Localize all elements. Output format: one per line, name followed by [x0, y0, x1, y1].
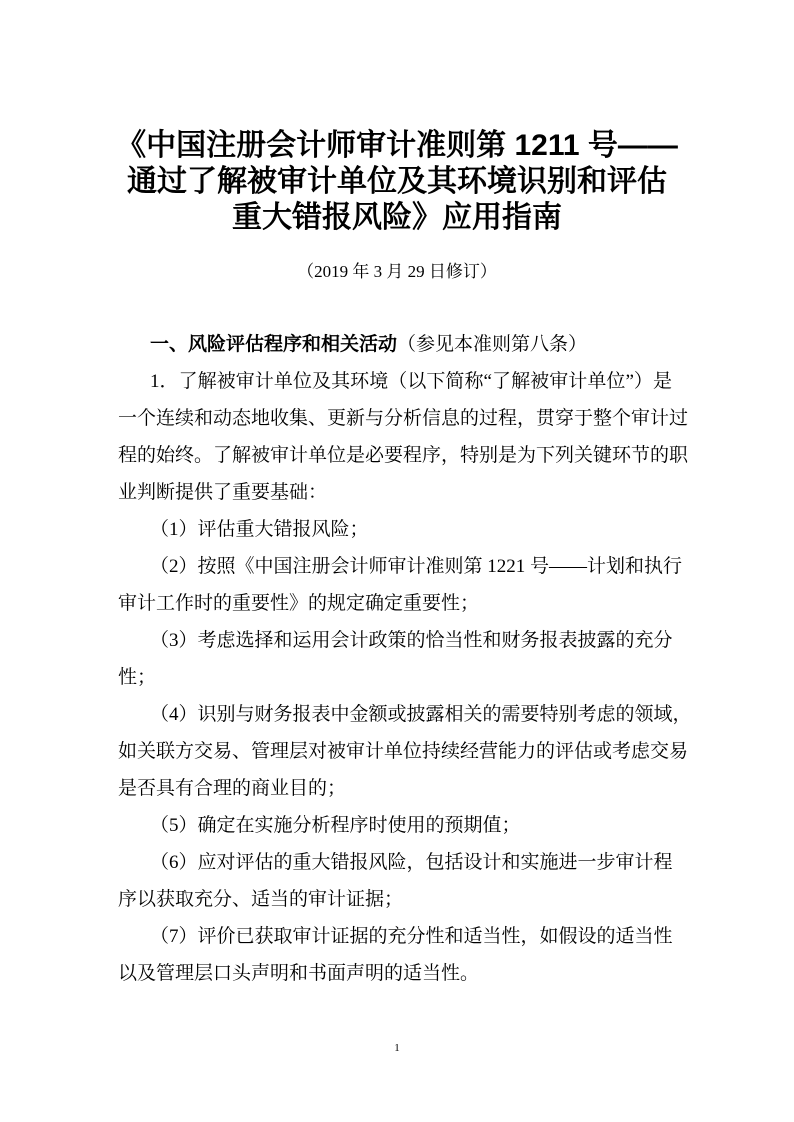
paragraph-line: （2）按照《中国注册会计师审计准则第 1221 号——计划和执行 [150, 556, 683, 577]
paragraph [118, 918, 672, 992]
paragraph-line: （4）识别与财务报表中金额或披露相关的需要特别考虑的领域， [150, 704, 692, 725]
document-title [0, 128, 794, 236]
title-line: 通过了解被审计单位及其环境识别和评估 [127, 165, 667, 198]
paragraph [118, 622, 672, 696]
paragraph-line: （6）应对评估的重大错报风险，包括设计和实施进一步审计程 [150, 852, 673, 873]
document-body [118, 326, 692, 992]
paragraph [118, 844, 672, 918]
paragraph [118, 511, 672, 548]
title-line: 重大错报风险》应用指南 [232, 201, 562, 234]
paragraph-line: 一个连续和动态地收集、更新与分析信息的过程，贯穿于整个审计过 [118, 408, 689, 429]
paragraph-line: 业判断提供了重要基础： [118, 482, 328, 503]
paragraph-line: 序以获取充分、适当的审计证据； [118, 889, 404, 910]
paragraph [118, 363, 689, 511]
paragraph-line: 1．了解被审计单位及其环境（以下简称“了解被审计单位”）是 [150, 371, 672, 392]
paragraph-line: （1）评估重大错报风险； [150, 519, 369, 540]
paragraph-line: （5）确定在实施分析程序时使用的预期值； [150, 815, 521, 836]
paragraph-line: （7）评价已获取审计证据的充分性和适当性，如假设的适当性 [150, 926, 673, 947]
paragraph-line: 程的始终。了解被审计单位是必要程序，特别是为下列关键环节的职 [118, 445, 689, 466]
paragraph [118, 807, 672, 844]
paragraph-line: 以及管理层口头声明和书面声明的适当性。 [118, 963, 480, 984]
paragraph [118, 696, 692, 807]
section-heading-reference: （参见本准则第八条） [397, 334, 588, 355]
title-line: 《中国注册会计师审计准则第 1211 号—— [116, 129, 678, 162]
section-heading [118, 326, 672, 363]
paragraphs [118, 363, 692, 992]
paragraph-line: 如关联方交易、管理层对被审计单位持续经营能力的评估或考虑交易 [118, 741, 689, 762]
paragraph-line: 是否具有合理的商业目的； [118, 778, 347, 799]
page-number: 1 [394, 1042, 400, 1054]
revision-date: （2019 年 3 月 29 日修订） [297, 262, 497, 281]
section-heading-title: 一、风险评估程序和相关活动 [150, 334, 398, 355]
paragraph-line: 审计工作时的重要性》的规定确定重要性； [118, 593, 480, 614]
paragraph-line: 性； [118, 667, 157, 688]
paragraph [118, 548, 683, 622]
paragraph-line: （3）考虑选择和运用会计政策的恰当性和财务报表披露的充分 [150, 630, 673, 651]
